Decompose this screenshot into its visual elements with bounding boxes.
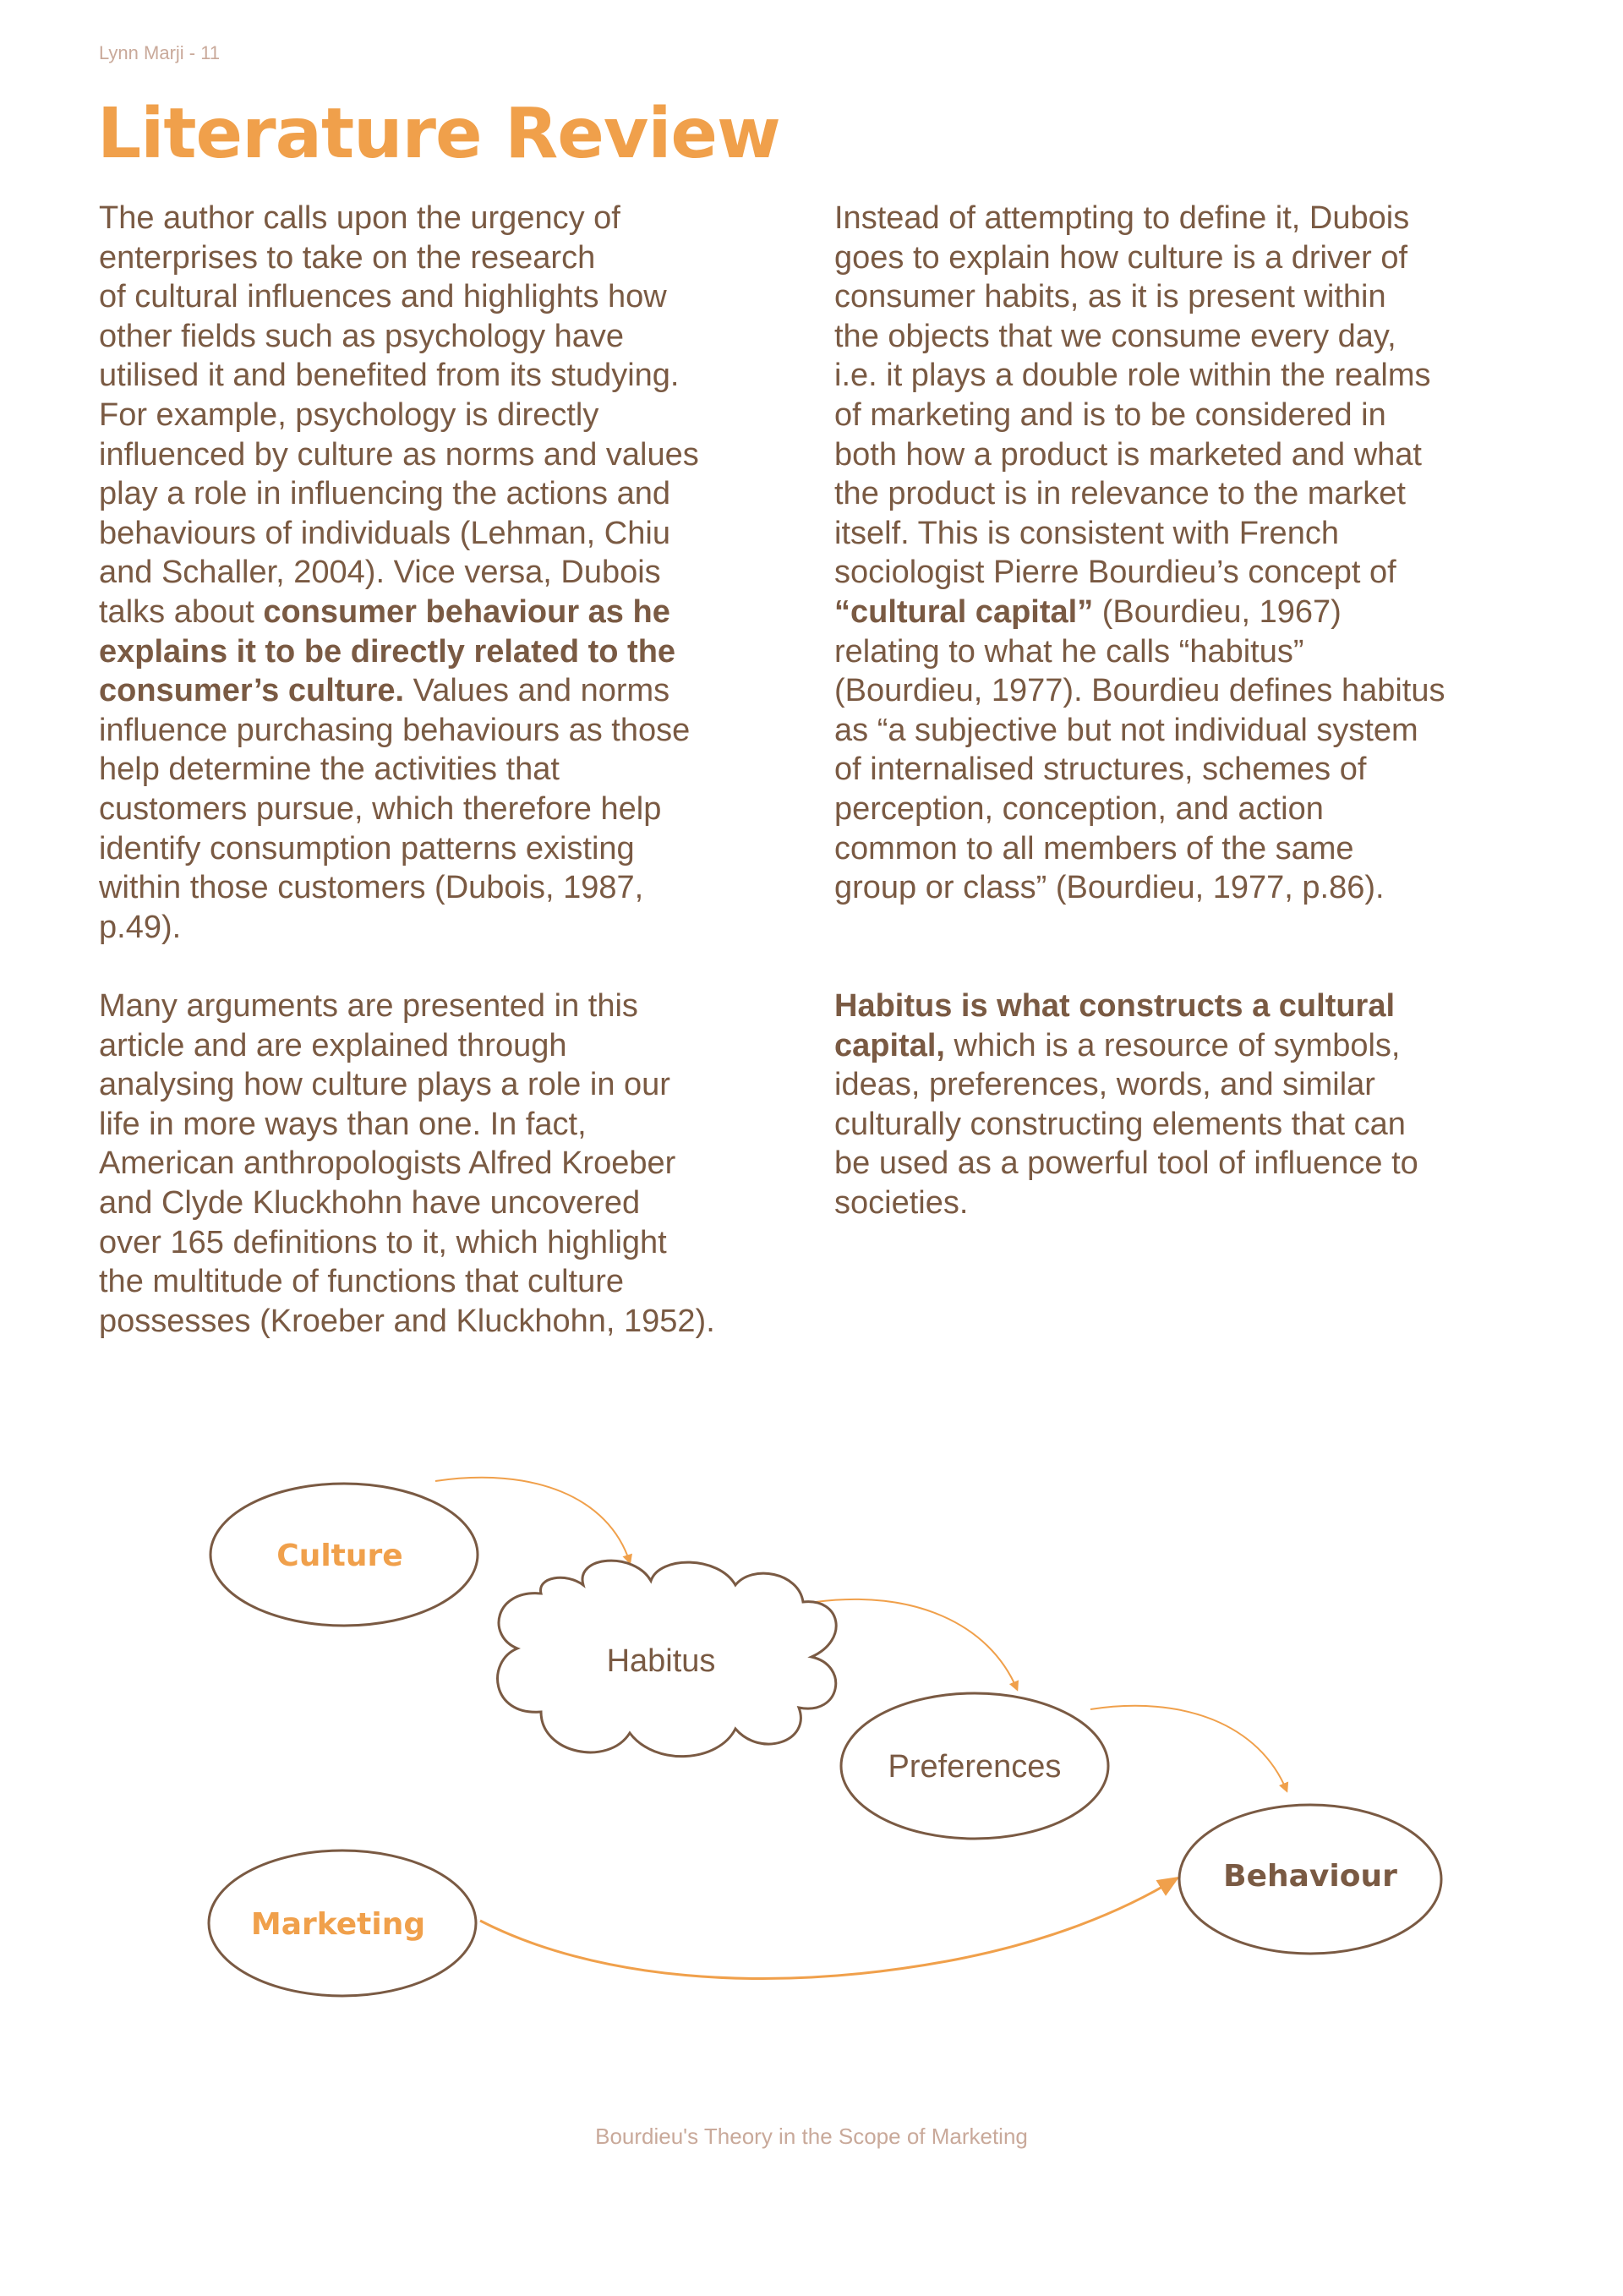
page-title: Literature Review bbox=[97, 94, 780, 174]
running-head: Lynn Marji - 11 bbox=[99, 42, 221, 63]
arrow-marketing-to-behaviour bbox=[480, 1878, 1177, 1978]
left-column-paragraph-1: The author calls upon the urgency of enterprises to take on the research of cultural influences and highlights how other fields such as psychology have utilised it and benefited from its studying. For example, psychology is directly influenced by culture as norms and values play a role in influencing the actions and behaviours of individuals (Lehman, Chiu and Schaller, 2004). Vice versa, Dubois talks about consumer behaviour as he explains it to be directly related to the consumer’s culture. Values and norms influence purchasing behaviours as those help determine the activities that customers pursue, which therefore help identify consumption patterns existing within those customers (Dubois, 1987, p.49). bbox=[99, 200, 699, 945]
right-column-paragraph-1: Instead of attempting to define it, Dubois goes to explain how culture is a driver of consumer habits, as it is present within the objects that we consume every day, i.e. it plays a double role within the realms of marketing and is to be considered in both how a product is marketed and what the product is in relevance to the market itself. This is consistent with French sociologist Pierre Bourdieu’s concept of “cultural capital” (Bourdieu, 1967) relating to what he calls “habitus” (Bourdieu, 1977). Bourdieu defines habitus as “a subjective but not individual system of internalised structures, schemes of perception, conception, and action common to all members of the same group or class” (Bourdieu, 1977, p.86). bbox=[834, 200, 1445, 906]
node-preferences-label: Preferences bbox=[888, 1749, 1062, 1785]
left-column-paragraph-2: Many arguments are presented in this article and are explained through analysing how culture plays a role in our life in more ways than one. In fact, American anthropologists Alfred Kroeber and Clyde Kluckhohn have uncovered over 165 definitions to it, which highlight the multitude of functions that culture possesses (Kroeber and Kluckhohn, 1952). bbox=[99, 988, 715, 1339]
right-column-paragraph-2: Habitus is what constructs a cultural capital, which is a resource of symbols, ideas, preferences, words, and similar culturally constructing elements that can be used as a powerful tool of influence to societies. bbox=[834, 988, 1418, 1221]
node-habitus-label: Habitus bbox=[606, 1643, 716, 1679]
emphasis-habitus: Habitus is what constructs a cultural bbox=[834, 988, 1396, 1024]
figure-caption: Bourdieu's Theory in the Scope of Marketing bbox=[595, 2124, 1028, 2149]
emphasis-cultural-capital: “cultural capital” bbox=[834, 593, 1094, 630]
node-marketing-label: Marketing bbox=[250, 1907, 426, 1942]
arrow-preferences-to-behaviour bbox=[1090, 1706, 1287, 1790]
arrow-habitus-to-preferences bbox=[816, 1599, 1017, 1689]
bourdieu-diagram bbox=[0, 1437, 1623, 2113]
node-culture-label: Culture bbox=[276, 1539, 403, 1573]
node-behaviour-label: Behaviour bbox=[1223, 1859, 1397, 1894]
emphasis-consumer-behaviour: consumer behaviour as he bbox=[263, 593, 670, 630]
